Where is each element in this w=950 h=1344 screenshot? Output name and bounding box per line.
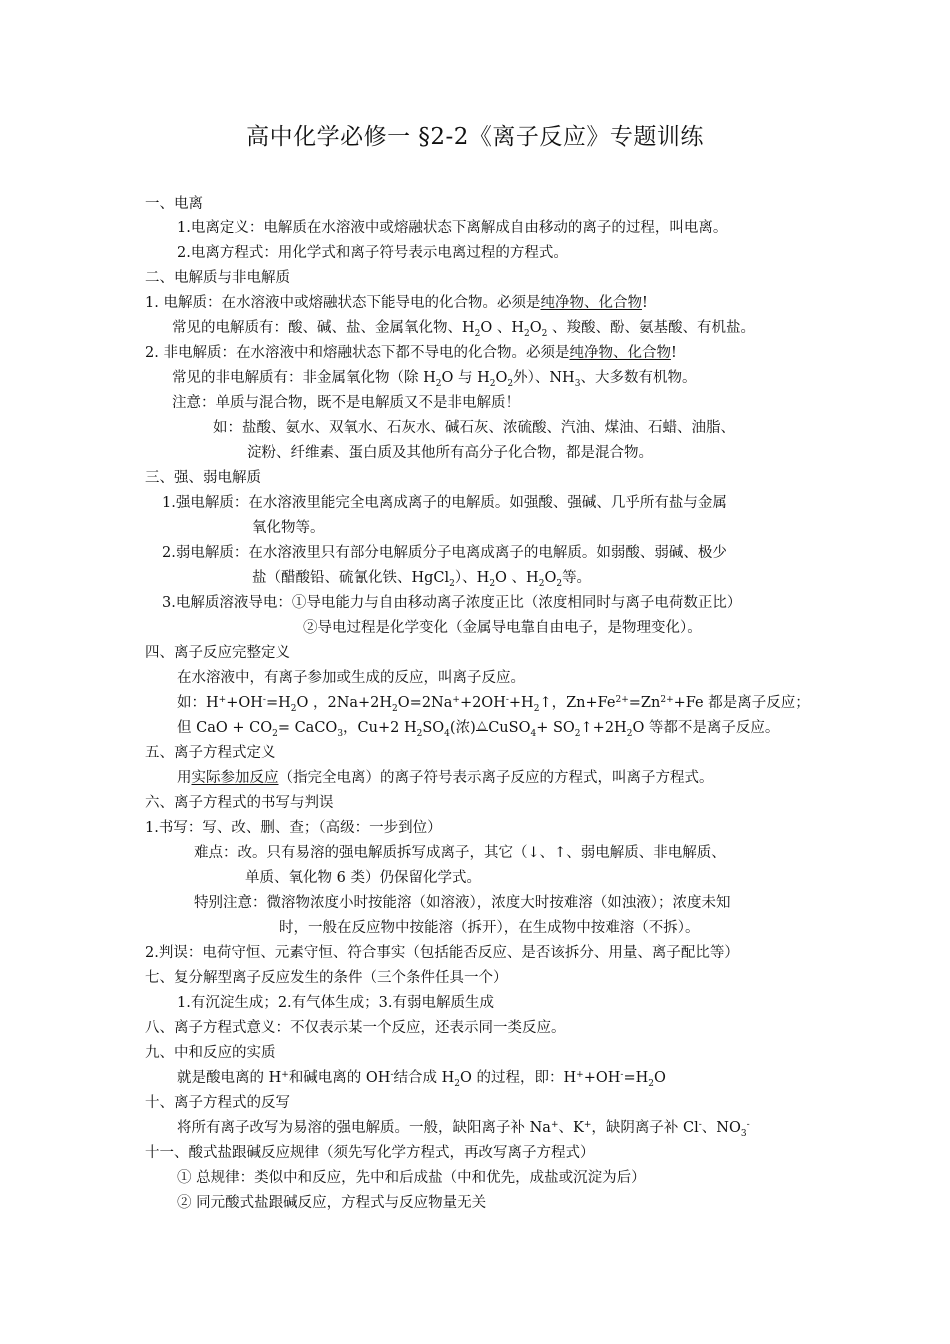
acid-salt-rule-2: ② 同元酸式盐跟碱反应，方程式与反应物量无关: [177, 1195, 487, 1211]
reverse-writing-rule: 将所有离子改写为易溶的强电解质。一般，缺阳离子补 Na+、K+，缺阴离子补 Cl-、$NO_3^-$: [177, 1120, 750, 1139]
reaction-conditions: 1.有沉淀生成；2.有气体生成；3.有弱电解质生成: [177, 995, 495, 1011]
non-ionic-reaction-examples: 但 CaO + $CO_2=$ CaCO$_3$，Cu+2 $H_2SO_4$(浓) △ CuSO$_4$+ $SO_2↑+2H_2O$ 等都不是离子反应。: [177, 718, 780, 739]
difficulty-1: 难点：改。只有易溶的强电解质拆写成离子，其它（↓、↑、弱电解质、非电解质、: [194, 845, 726, 861]
weak-electrolyte-2: 盐（醋酸铅、硫氰化铁、HgCl$_2$）、$H_2O$ 、$H_2O_2$等。: [252, 570, 592, 589]
common-nonelectrolytes: 常见的非电解质有：非金属氧化物（除 $H_2O$ 与 $H_2O_2$外）、$NH_3$、大多数有机物。: [172, 370, 697, 389]
section-5-heading: 五、离子方程式定义: [145, 745, 276, 761]
page-title: 高中化学必修一 §2-2《离子反应》专题训练: [246, 124, 704, 150]
strong-electrolyte-2: 氧化物等。: [252, 520, 325, 536]
section-2-heading: 二、电解质与非电解质: [145, 270, 290, 286]
section-10-heading: 十、离子方程式的反写: [145, 1095, 290, 1111]
section-6-heading: 六、离子方程式的书写与判误: [145, 795, 334, 811]
attention-2: 时，一般在反应物中按能溶（拆开），在生成物中按难溶（不拆）。: [279, 920, 700, 936]
weak-electrolyte-1: 2.弱电解质：在水溶液里只有部分电解质分子电离成离子的电解质。如弱酸、弱碱、极少: [162, 545, 727, 561]
section-9-heading: 九、中和反应的实质: [145, 1045, 276, 1061]
ionization-equation-definition: 2.电离方程式：用化学式和离子符号表示电离过程的方程式。: [177, 245, 568, 261]
solution-conductivity-1: 3.电解质溶液导电：①导电能力与自由移动离子浓度正比（浓度相同时与离子电荷数正比）: [162, 595, 742, 611]
writing-steps: 1.书写：写、改、删、查；（高级：一步到位）: [145, 820, 442, 836]
judgment-criteria: 2.判误：电荷守恒、元素守恒、符合事实（包括能否反应、是否该拆分、用量、离子配比等）: [145, 945, 739, 961]
difficulty-2: 单质、氧化物 6 类）仍保留化学式。: [245, 870, 481, 886]
neutralization-essence: 就是酸电离的 H+和碱电离的 OH-结合成 $H_2O$ 的过程，即：$H^++OH^-=H_2O$: [177, 1070, 666, 1089]
acid-salt-rule-1: ① 总规律：类似中和反应，先中和后成盐（中和优先，成盐或沉淀为后）: [177, 1170, 646, 1186]
electrolyte-definition: 1. 电解质：在水溶液中或熔融状态下能导电的化合物。必须是纯净物、化合物!: [145, 295, 648, 311]
section-7-heading: 七、复分解型离子反应发生的条件（三个条件任具一个）: [145, 970, 508, 986]
ionization-definition: 1.电离定义：电解质在水溶液中或熔融状态下离解成自由移动的离子的过程，叫电离。: [177, 220, 728, 236]
section-8-heading: 八、离子方程式意义：不仅表示某一个反应，还表示同一类反应。: [145, 1020, 566, 1036]
section-3-heading: 三、强、弱电解质: [145, 470, 261, 486]
heating-symbol: △: [477, 718, 487, 731]
section-4-heading: 四、离子反应完整定义: [145, 645, 290, 661]
attention-1: 特别注意：微溶物浓度小时按能溶（如溶液），浓度大时按难溶（如浊液）；浓度未知: [194, 895, 731, 911]
section-1-heading: 一、电离: [145, 196, 203, 212]
strong-electrolyte-1: 1.强电解质：在水溶液里能完全电离成离子的电解质。如强酸、强碱、几乎所有盐与金属: [162, 495, 727, 511]
common-electrolytes: 常见的电解质有：酸、碱、盐、金属氧化物、$H_2O$ 、$H_2O_2$ 、羧酸、酚、氨基酸、有机盐。: [172, 320, 756, 339]
note-line: 注意：单质与混合物，既不是电解质又不是非电解质！: [172, 395, 520, 411]
mixture-examples-2: 淀粉、纤维素、蛋白质及其他所有高分子化合物，都是混合物。: [247, 445, 653, 461]
ionic-equation-definition: 用实际参加反应（指完全电离）的离子符号表示离子反应的方程式，叫离子方程式。: [177, 770, 714, 786]
section-11-heading: 十一、酸式盐跟碱反应规律（须先写化学方程式，再改写离子方程式）: [145, 1145, 595, 1161]
solution-conductivity-2: ②导电过程是化学变化（金属导电靠自由电子，是物理变化）。: [303, 620, 702, 636]
mixture-examples-1: 如：盐酸、氨水、双氧水、石灰水、碱石灰、浓硫酸、汽油、煤油、石蜡、油脂、: [213, 420, 735, 436]
nonelectrolyte-definition: 2. 非电解质：在水溶液中和熔融状态下都不导电的化合物。必须是纯净物、化合物!: [145, 345, 677, 361]
ionic-reaction-definition: 在水溶液中，有离子参加或生成的反应，叫离子反应。: [177, 670, 525, 686]
ionic-reaction-examples: 如：$H^++OH^-=H_2O$ ，$2Na+2H_2O=2Na^++2OH^-+H_2↑$，$Zn+Fe^{2+}=Zn^{2+}+Fe$ 都是离子反应；: [177, 695, 810, 714]
